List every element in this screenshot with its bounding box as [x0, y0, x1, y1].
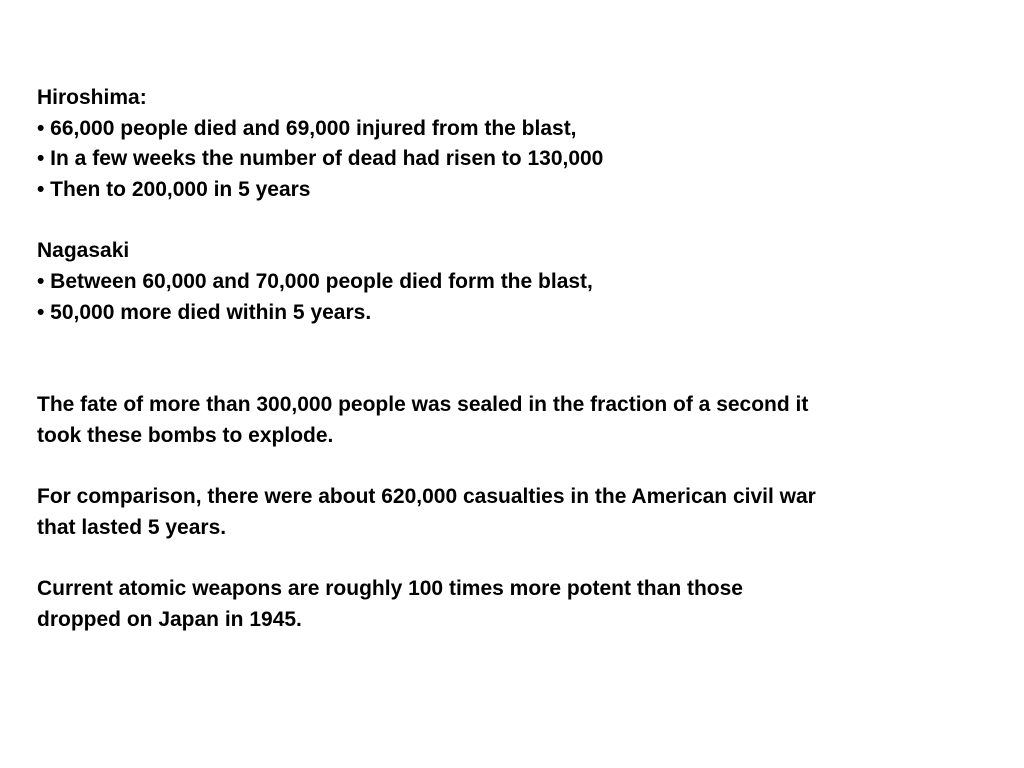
- nagasaki-bullet-2: • 50,000 more died within 5 years.: [37, 300, 372, 324]
- spacer: [37, 329, 997, 390]
- hiroshima-bullet-3: • Then to 200,000 in 5 years: [37, 178, 311, 202]
- spacer: [37, 206, 997, 237]
- paragraph-fate-line-1: The fate of more than 300,000 people was sealed in the fraction of a second it: [37, 392, 809, 416]
- paragraph-comparison-line-2: that lasted 5 years.: [37, 515, 227, 539]
- paragraph-fate: [37, 390, 997, 451]
- slide-content: [37, 83, 997, 635]
- paragraph-comparison-line-1: For comparison, there were about 620,000 casualties in the American civil war: [37, 484, 816, 508]
- nagasaki-heading: Nagasaki: [37, 239, 130, 263]
- spacer: [37, 543, 997, 574]
- spacer: [37, 451, 997, 482]
- hiroshima-bullet-1: • 66,000 people died and 69,000 injured from the blast,: [37, 116, 577, 140]
- paragraph-current-weapons: [37, 574, 997, 635]
- hiroshima-heading: Hiroshima:: [37, 86, 147, 109]
- paragraph-current-weapons-line-2: dropped on Japan in 1945.: [37, 607, 302, 631]
- paragraph-current-weapons-line-1: Current atomic weapons are roughly 100 times more potent than those: [37, 577, 743, 601]
- paragraph-fate-line-2: took these bombs to explode.: [37, 423, 334, 447]
- paragraph-comparison: [37, 482, 997, 543]
- hiroshima-bullet-2: • In a few weeks the number of dead had risen to 130,000: [37, 147, 604, 171]
- nagasaki-bullet-1: • Between 60,000 and 70,000 people died form the blast,: [37, 270, 593, 294]
